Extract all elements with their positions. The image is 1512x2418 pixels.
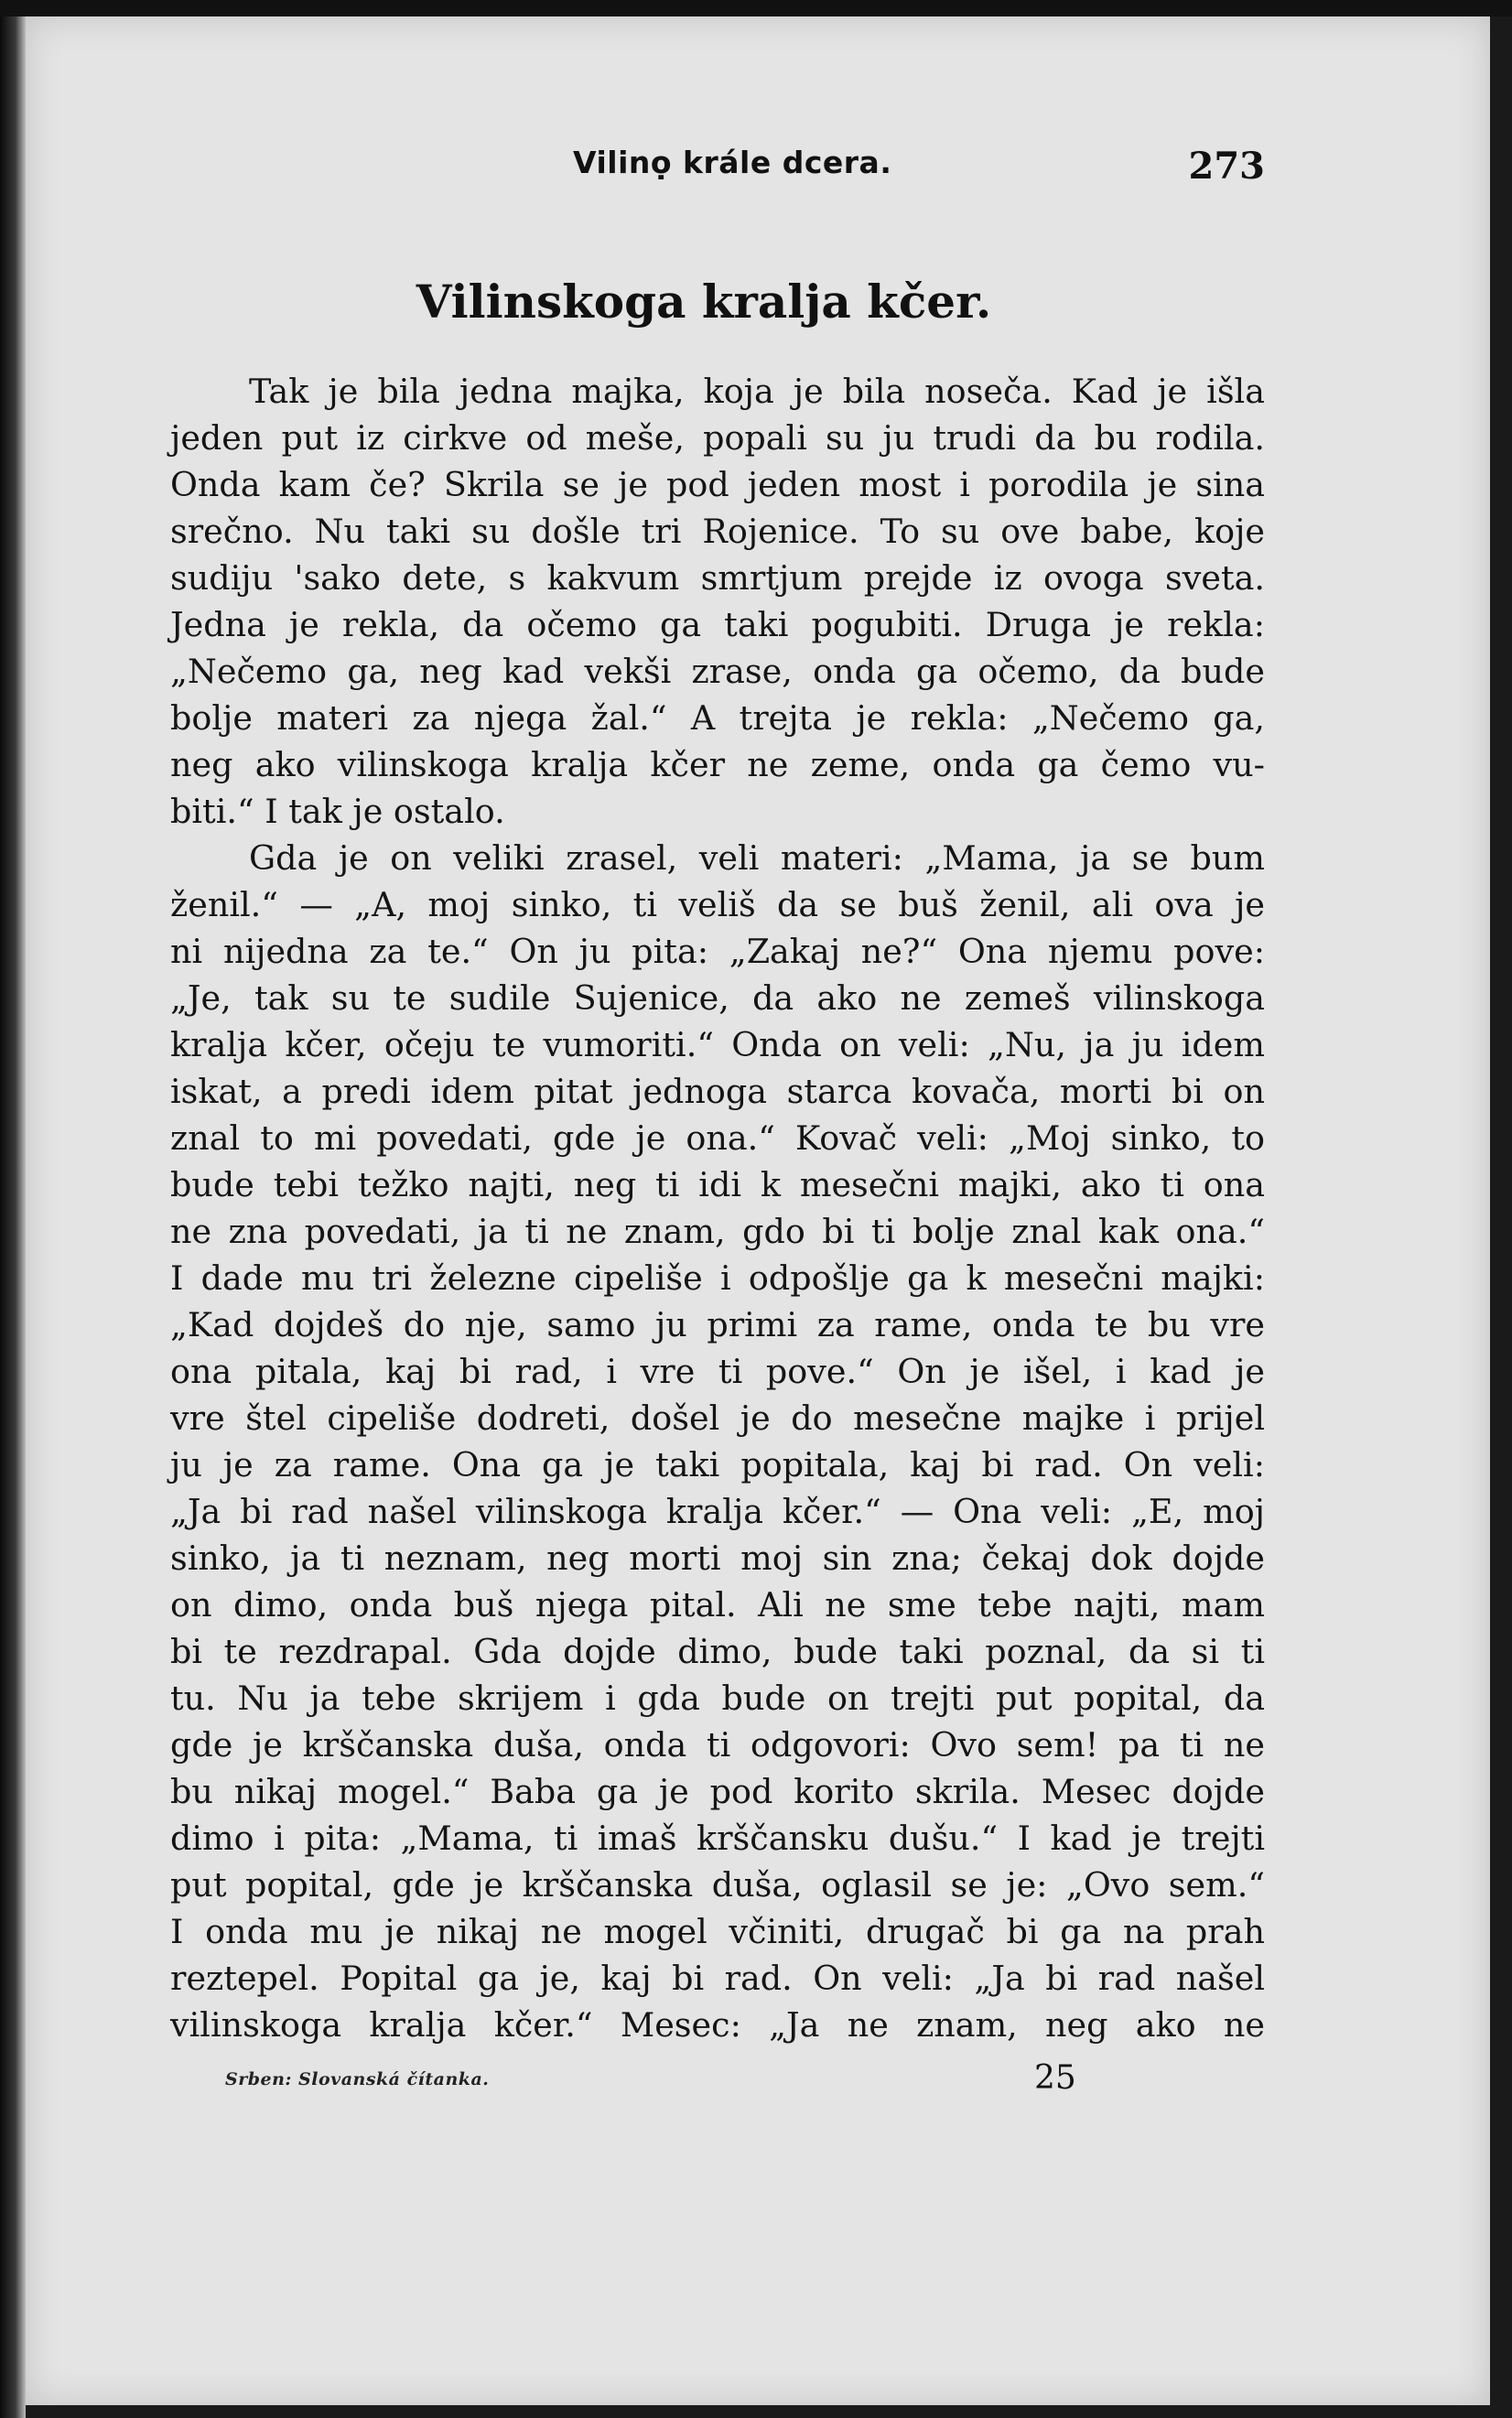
text-line: dimo i pita: „Mama, ti imaš krščansku dušu.“ I kad je trejti (170, 1819, 1265, 1858)
text-line: bu nikaj mogel.“ Baba ga je pod korito skrila. Mesec dojde (170, 1772, 1265, 1811)
text-line: neg ako vilinskoga kralja kčer ne zeme, onda ga čemo vu- (170, 745, 1265, 784)
footer-signature: Srben: Slovanská čítanka. (225, 2069, 490, 2089)
text-line: sudiju 'sako dete, s kakvum smrtjum prejde iz ovoga sveta. (170, 558, 1265, 598)
scan-top-edge (0, 0, 1512, 16)
running-header-title: Vilinọ krále dcera. (573, 145, 892, 180)
text-line: biti.“ I tak je ostalo. (170, 792, 505, 831)
text-line: gde je krščanska duša, onda ti odgovori: Ovo sem! pa ti ne (170, 1725, 1265, 1765)
text-line: ju je za rame. Ona ga je taki popitala, kaj bi rad. On veli: (170, 1445, 1265, 1484)
text-line: tu. Nu ja tebe skrijem i gda bude on trejti put popital, da (170, 1679, 1265, 1718)
text-line: Tak je bila jedna majka, koja je bila noseča. Kad je išla (249, 372, 1265, 411)
text-line: vilinskoga kralja kčer.“ Mesec: „Ja ne znam, neg ako ne (170, 2005, 1265, 2045)
text-line: ni nijedna za te.“ On ju pita: „Zakaj ne?“ Ona njemu pove: (170, 932, 1265, 971)
text-line: ne zna povedati, ja ti ne znam, gdo bi ti bolje znal kak ona.“ (170, 1212, 1265, 1251)
text-line: Gda je on veliki zrasel, veli materi: „Mama, ja se bum (249, 838, 1265, 878)
text-line: ženil.“ — „A, moj sinko, ti veliš da se buš ženil, ali ova je (170, 885, 1265, 924)
text-line: srečno. Nu taki su došle tri Rojenice. To su ove babe, koje (170, 512, 1265, 551)
text-line: I dade mu tri železne cipeliše i odpošlje ga k mesečni majki: (170, 1258, 1265, 1298)
running-header (143, 145, 1265, 190)
text-line: „Kad dojdeš do nje, samo ju primi za rame, onda te bu vre (170, 1305, 1265, 1344)
text-line: „Je, tak su te sudile Sujenice, da ako ne zemeš vilinskoga (170, 978, 1265, 1018)
text-line: bude tebi težko najti, neg ti idi k mesečni majki, ako ti ona (170, 1165, 1265, 1204)
book-spine-shadow (0, 0, 26, 2418)
text-line: bi te rezdrapal. Gda dojde dimo, bude taki poznal, da si ti (170, 1632, 1265, 1671)
page-number: 273 (1188, 145, 1265, 188)
text-line: Onda kam če? Skrila se je pod jeden most i porodila je sina (170, 465, 1265, 504)
chapter-title: Vilinskoga kralja kčer. (416, 275, 992, 329)
text-line: bolje materi za njega žal.“ A trejta je rekla: „Nečemo ga, (170, 698, 1265, 738)
text-line: vre štel cipeliše dodreti, došel je do mesečne majke i prijel (170, 1398, 1265, 1438)
text-line: reztepel. Popital ga je, kaj bi rad. On veli: „Ja bi rad našel (170, 1959, 1265, 1998)
text-line: on dimo, onda buš njega pital. Ali ne sme tebe najti, mam (170, 1585, 1265, 1625)
text-line: znal to mi povedati, gde je ona.“ Kovač veli: „Moj sinko, to (170, 1118, 1265, 1158)
text-line: „Ja bi rad našel vilinskoga kralja kčer.“ — Ona veli: „E, moj (170, 1492, 1265, 1531)
text-line: iskat, a predi idem pitat jednoga starca kovača, morti bi on (170, 1072, 1265, 1111)
text-line: jeden put iz cirkve od meše, popali su ju trudi da bu rodila. (170, 418, 1265, 458)
text-line: ona pitala, kaj bi rad, i vre ti pove.“ On je išel, i kad je (170, 1352, 1265, 1391)
text-line: sinko, ja ti neznam, neg morti moj sin zna; čekaj dok dojde (170, 1538, 1265, 1578)
body-text (170, 368, 1265, 2048)
text-line: put popital, gde je krščanska duša, oglasil se je: „Ovo sem.“ (170, 1865, 1265, 1905)
sheet-number: 25 (1034, 2059, 1076, 2097)
text-line: „Nečemo ga, neg kad vekši zrase, onda ga očemo, da bude (170, 652, 1265, 691)
text-line: kralja kčer, očeju te vumoriti.“ Onda on veli: „Nu, ja ju idem (170, 1025, 1265, 1064)
text-line: I onda mu je nikaj ne mogel včiniti, drugač bi ga na prah (170, 1912, 1265, 1951)
text-line: Jedna je rekla, da očemo ga taki pogubiti. Druga je rekla: (170, 605, 1265, 644)
